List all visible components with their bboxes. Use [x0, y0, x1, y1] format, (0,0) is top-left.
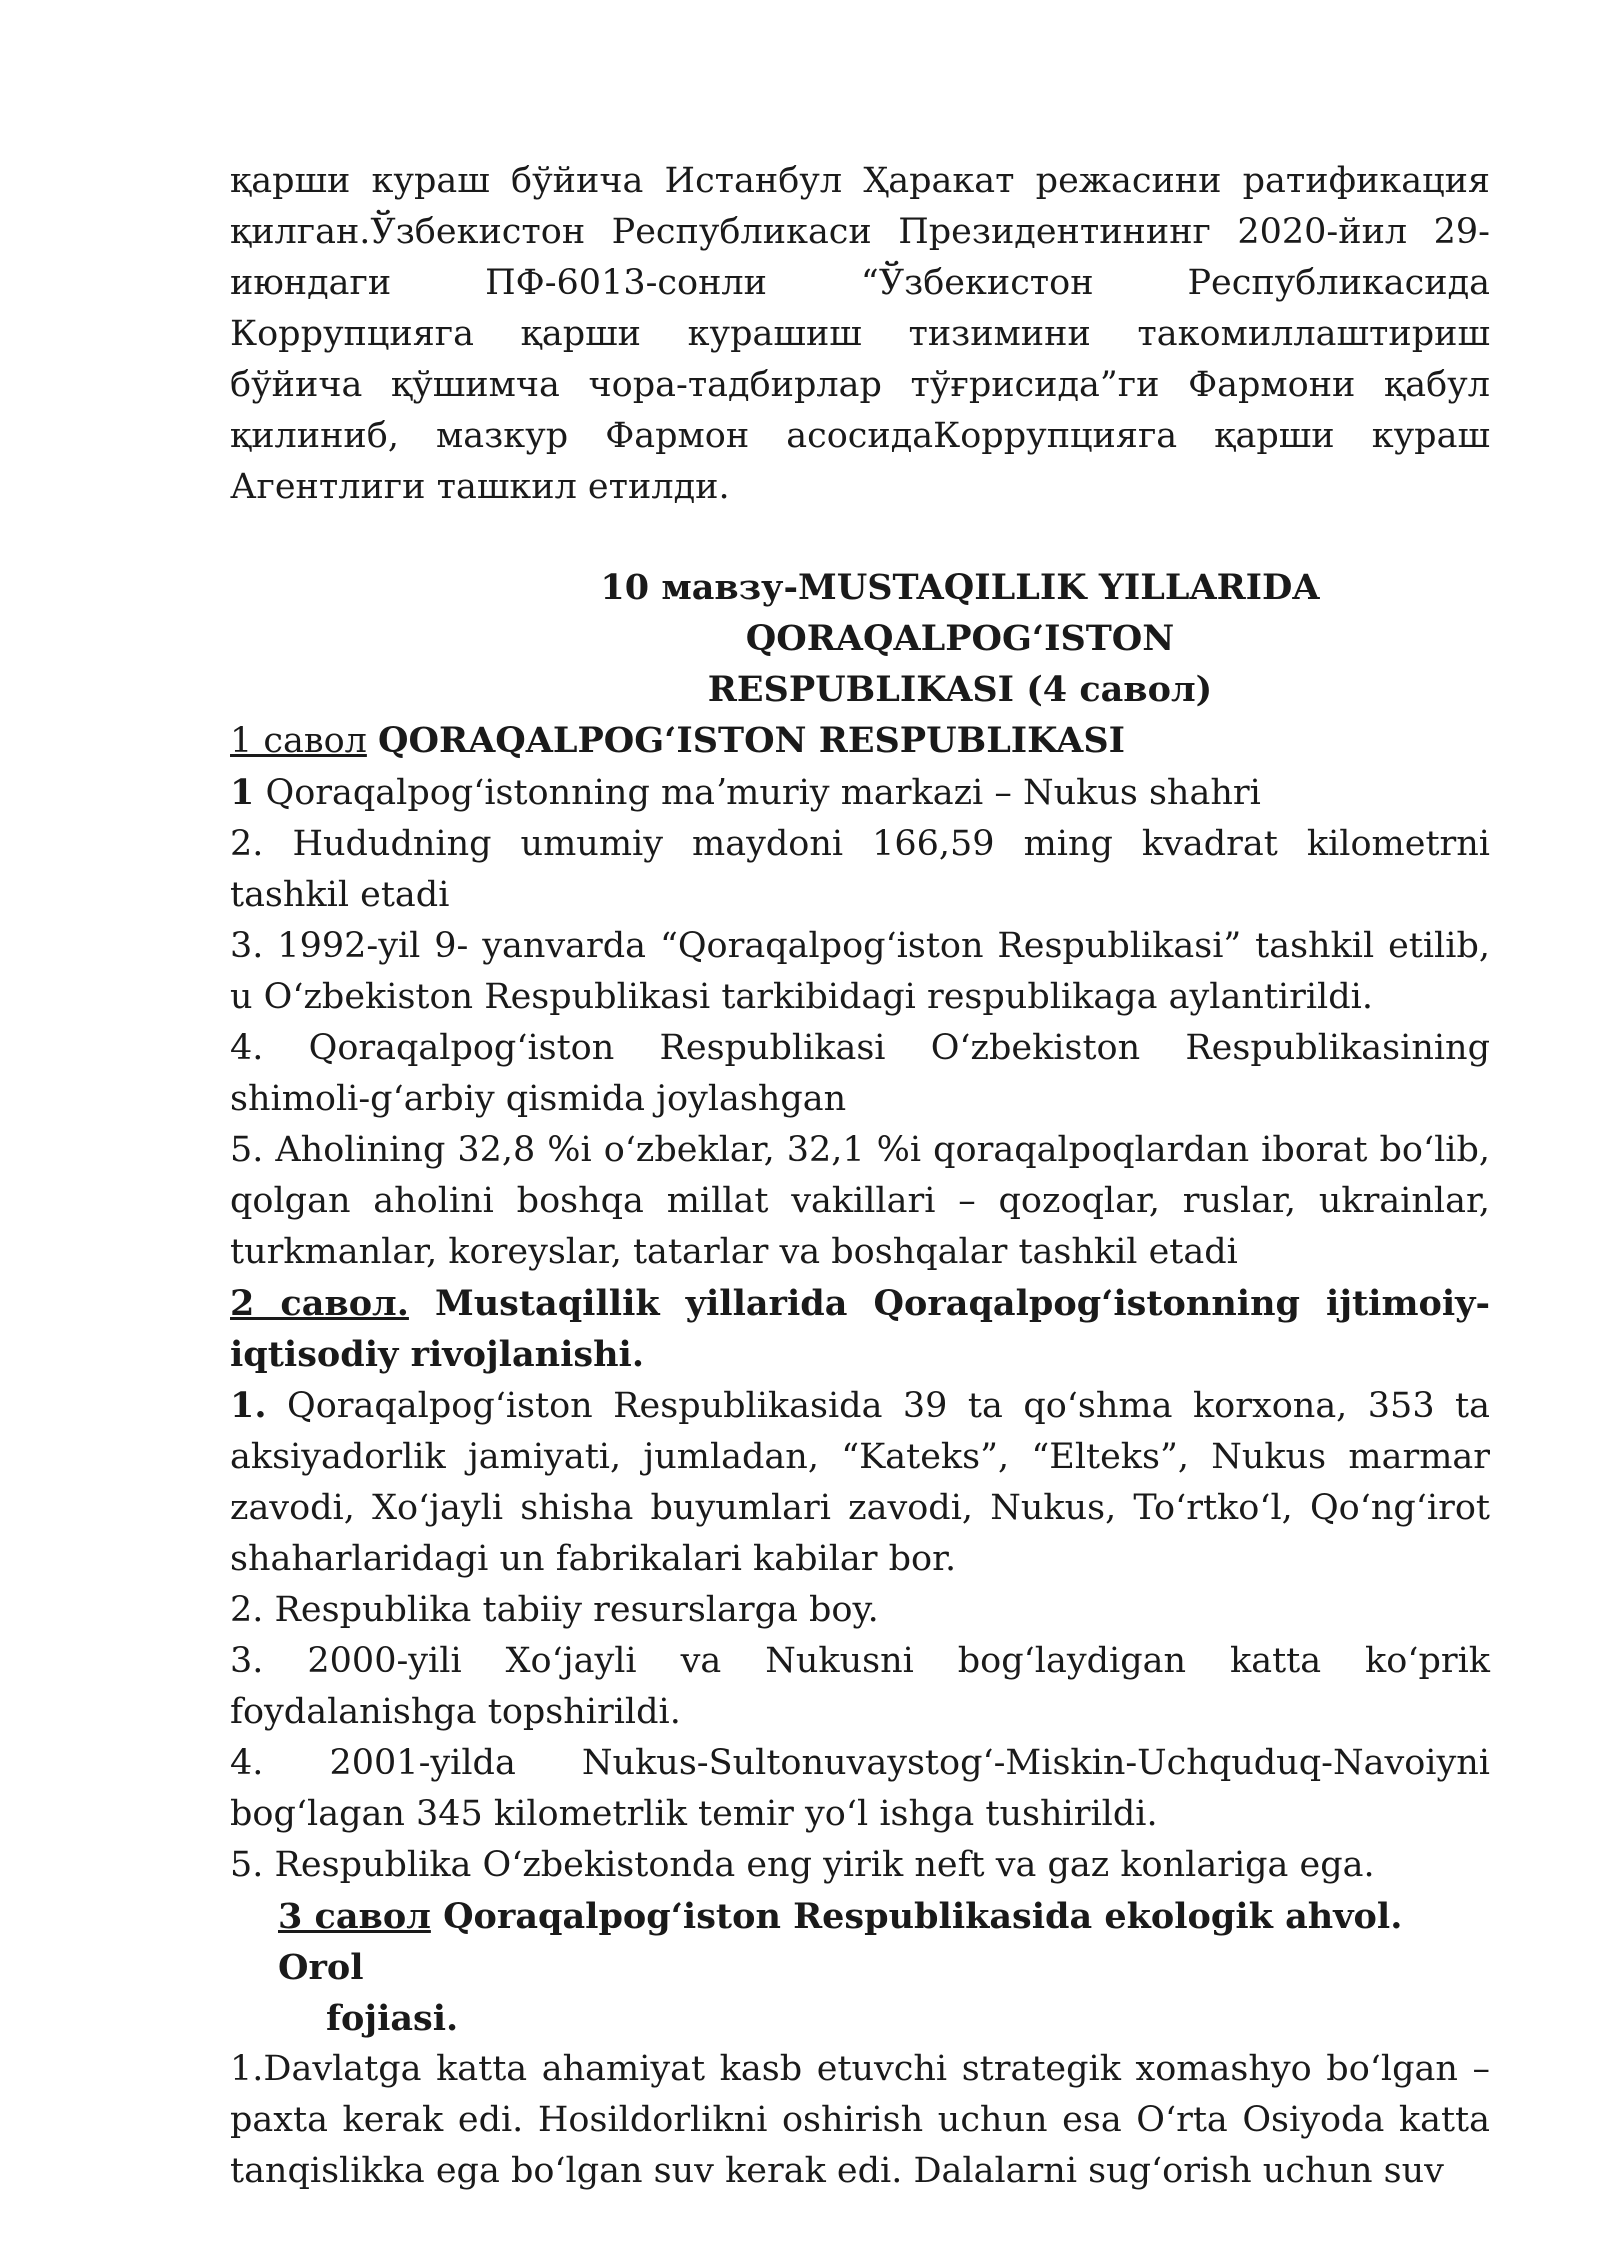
list-item	[230, 767, 1490, 819]
topic-title-line2: RESPUBLIKASI (4 савол)	[707, 669, 1213, 710]
item-number: 1.	[230, 1385, 267, 1426]
item-number: 5.	[230, 1845, 264, 1885]
list-item	[230, 819, 1490, 921]
item-number: 4.	[230, 1028, 264, 1068]
section1-label: 1 савол	[230, 721, 367, 761]
list-item	[230, 1636, 1490, 1738]
list-item	[230, 1840, 1490, 1891]
item-text: Respublika Oʻzbekistonda eng yirik neft va gaz konlariga ega.	[274, 1845, 1375, 1885]
section3-label: 3 савол	[278, 1896, 431, 1937]
section3-paragraph: 1.Davlatga katta ahamiyat kasb etuvchi strategik xomashyo boʻlgan – paxta kerak edi. Hosildorlikni oshirish uchun esa Oʻrta Osiyoda katta tanqislikka ega boʻlgan suv kerak edi. Dalalarni sugʻorish uchun suv	[230, 2049, 1490, 2191]
section3-title-line1: Qoraqalpogʻiston Respublikasida ekologik ahvol. Orol	[278, 1896, 1403, 1988]
item-text: Qoraqalpogʻiston Respublikasida 39 ta qoʻshma korxona, 353 ta aksiyadorlik jamiyati, jumladan, “Kateks”, “Elteks”, Nukus marmar zavodi, Xoʻjayli shisha buyumlari zavodi, Nukus, Toʻrtkoʻl, Qoʻngʻirot shaharlaridagi un fabrikalari kabilar bor.	[230, 1386, 1490, 1579]
item-text: 2001-yilda Nukus-Sultonuvaystogʻ-Miskin-Uchquduq-Navoiyni bogʻlagan 345 kilometrlik temir yoʻl ishga tushirildi.	[230, 1743, 1490, 1834]
item-number: 5.	[230, 1130, 264, 1170]
spacer	[230, 513, 1490, 562]
item-number: 3.	[230, 1641, 264, 1681]
item-text: 1992-yil 9- yanvarda “Qoraqalpogʻiston Respublikasi” tashkil etilib, u Oʻzbekiston Respublikasi tarkibidagi respublikaga aylantirildi.	[230, 926, 1490, 1017]
item-text: Qoraqalpogʻiston Respublikasi Oʻzbekiston Respublikasining shimoli-gʻarbiy qismida joylashgan	[230, 1028, 1490, 1119]
list-item	[230, 1380, 1490, 1585]
section2-label: 2 савол.	[230, 1283, 409, 1324]
topic-title	[230, 562, 1490, 715]
list-item	[230, 1585, 1490, 1636]
list-item	[230, 1023, 1490, 1125]
item-text: Qoraqalpogʻistonning maʼmuriy markazi – Nukus shahri	[265, 773, 1261, 813]
list-item	[230, 1738, 1490, 1840]
item-text: Respublika tabiiy resurslarga boy.	[274, 1590, 879, 1630]
item-text: 2000-yili Xoʻjayli va Nukusni bogʻlaydigan katta koʻprik foydalanishga topshirildi.	[230, 1641, 1490, 1732]
list-item	[230, 921, 1490, 1023]
item-number: 1	[230, 772, 255, 813]
item-number: 2.	[230, 1590, 264, 1630]
section2-title: Mustaqillik yillarida Qoraqalpogʻistonning ijtimoiy-iqtisodiy rivojlanishi.	[230, 1283, 1490, 1375]
section1-title: QORAQALPOGʻISTON RESPUBLIKASI	[378, 720, 1125, 761]
item-number: 3.	[230, 926, 264, 966]
section3-title-line2: fojiasi.	[326, 1998, 459, 2039]
item-text: Hududning umumiy maydoni 166,59 ming kvadrat kilometrni tashkil etadi	[230, 824, 1490, 915]
page-body	[230, 156, 1490, 2197]
list-item	[230, 1125, 1490, 1278]
item-number: 4.	[230, 1743, 264, 1783]
section3-heading	[230, 1891, 1490, 2044]
topic-title-line1: 10 мавзу-MUSTAQILLIK YILLARIDA QORAQALPOGʻISTON	[600, 567, 1320, 659]
item-text: Aholining 32,8 %i oʻzbeklar, 32,1 %i qoraqalpoqlardan iborat boʻlib, qolgan aholini boshqa millat vakillari – qozoqlar, ruslar, ukrainlar, turkmanlar, koreyslar, tatarlar va boshqalar tashkil etadi	[230, 1130, 1490, 1272]
section1-heading	[230, 715, 1490, 767]
intro-paragraph: қарши кураш бўйича Истанбул Ҳаракат режасини ратификация қилган.Ўзбекистон Республикаси Президентининг 2020-йил 29-июндаги ПФ-6013-сонли “Ўзбекистон Республикасида Коррупцияга қарши курашиш тизимини такомиллаштириш бўйича қўшимча чора-тадбирлар тўғрисида”ги Фармони қабул қилиниб, мазкур Фармон асосидаКоррупцияга қарши кураш Агентлиги ташкил етилди.	[230, 161, 1490, 507]
item-number: 2.	[230, 824, 264, 864]
section2-heading	[230, 1278, 1490, 1380]
